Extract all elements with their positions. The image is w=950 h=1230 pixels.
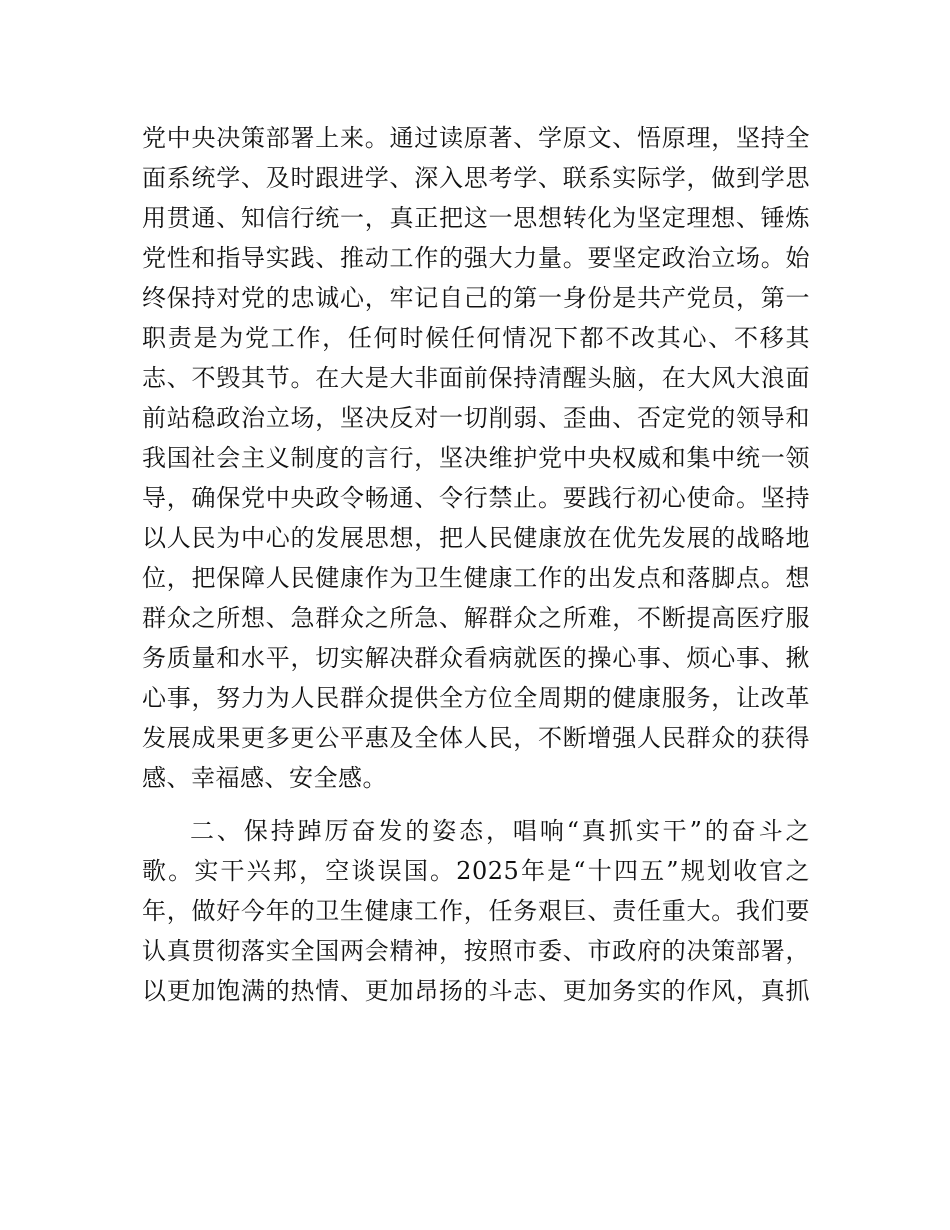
text-line: 职责是为党工作，任何时候任何情况下都不改其心、不移其 bbox=[142, 324, 810, 352]
text-line: 歌。实干兴邦，空谈误国。2025年是“十四五”规划收官之 bbox=[142, 857, 810, 885]
text-line: 认真贯彻落实全国两会精神，按照市委、市政府的决策部署， bbox=[142, 937, 810, 965]
text-line: 导，确保党中央政令畅通、令行禁止。要践行初心使命。坚持 bbox=[142, 484, 810, 512]
text-line: 终保持对党的忠诚心，牢记自己的第一身份是共产党员，第一 bbox=[142, 284, 810, 312]
text-line: 前站稳政治立场，坚决反对一切削弱、歪曲、否定党的领导和 bbox=[142, 404, 810, 432]
text-line: 位，把保障人民健康作为卫生健康工作的出发点和落脚点。想 bbox=[142, 564, 810, 592]
text-line: 志、不毁其节。在大是大非面前保持清醒头脑，在大风大浪面 bbox=[142, 364, 810, 392]
text-line: 面系统学、及时跟进学、深入思考学、联系实际学，做到学思 bbox=[142, 164, 810, 192]
text-line: 我国社会主义制度的言行，坚决维护党中央权威和集中统一领 bbox=[142, 444, 810, 472]
text-line: 发展成果更多更公平惠及全体人民，不断增强人民群众的获得 bbox=[142, 724, 810, 752]
text-line: 党性和指导实践、推动工作的强大力量。要坚定政治立场。始 bbox=[142, 244, 810, 272]
paragraph-spacer bbox=[142, 798, 810, 811]
text-line: 党中央决策部署上来。通过读原著、学原文、悟原理，坚持全 bbox=[142, 124, 810, 152]
text-line: 群众之所想、急群众之所急、解群众之所难，不断提高医疗服 bbox=[142, 604, 810, 632]
text-line: 务质量和水平，切实解决群众看病就医的操心事、烦心事、揪 bbox=[142, 644, 810, 672]
document-body bbox=[142, 118, 810, 1011]
text-line: 感、幸福感、安全感。 bbox=[142, 764, 387, 792]
text-line: 以人民为中心的发展思想，把人民健康放在优先发展的战略地 bbox=[142, 524, 810, 552]
text-line: 年，做好今年的卫生健康工作，任务艰巨、责任重大。我们要 bbox=[142, 897, 810, 925]
paragraph-2 bbox=[142, 811, 810, 1011]
text-line: 二、保持踔厉奋发的姿态，唱响“真抓实干”的奋斗之 bbox=[190, 817, 810, 845]
text-line: 以更加饱满的热情、更加昂扬的斗志、更加务实的作风，真抓 bbox=[142, 977, 810, 1005]
text-line: 用贯通、知信行统一，真正把这一思想转化为坚定理想、锤炼 bbox=[142, 204, 810, 232]
text-line: 心事，努力为人民群众提供全方位全周期的健康服务，让改革 bbox=[142, 684, 810, 712]
paragraph-1 bbox=[142, 118, 810, 798]
